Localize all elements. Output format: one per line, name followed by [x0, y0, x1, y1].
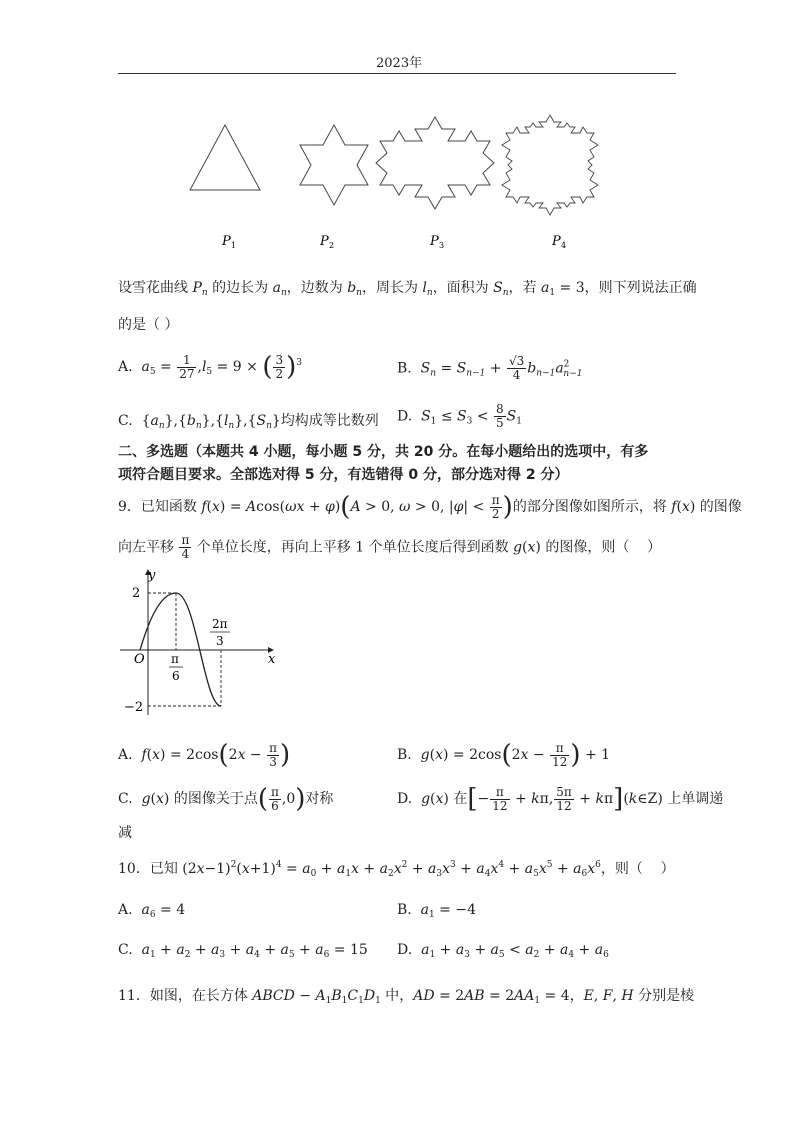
x-tick-2pi3-den: 3 [216, 634, 224, 648]
x-axis-label: x [268, 652, 276, 667]
q8-option-d: D. $S_1 \le S_3$ < $\frac{8}{5}$ $S_1$ [397, 402, 522, 430]
label-p1: P [222, 234, 231, 249]
svg-text:4: 4 [561, 241, 567, 250]
y-axis-label: y [148, 568, 156, 583]
q9-function-graph [118, 565, 288, 725]
section2-line2: 项符合题目要求。全部选对得 5 分，有选错得 0 分，部分选对得 2 分） [118, 467, 569, 483]
snowflake-p1-shape [190, 125, 260, 190]
origin-label: O [134, 652, 145, 667]
snowflake-p4-shape [502, 115, 598, 215]
q9-option-d-cont: 减 [118, 825, 132, 841]
snowflake-p3-shape [376, 117, 494, 209]
snowflake-figures [180, 105, 620, 255]
q11-stem: 11．如图，在长方体 ABCD − $A_1B_1C_1D_1$ 中，AD = $2AB = 2AA_1 = 4$，E, F, H 分别是棱 [118, 988, 695, 1006]
svg-text:3: 3 [439, 241, 445, 250]
q10-option-a: A. $a_6 = 4$ [118, 902, 186, 920]
snowflake-p2-shape [300, 125, 368, 205]
question-intro-line1: 设雪花曲线 $P_n$ 的边长为 $a_n$，边数为 $b_n$，周长为 $l_n$，面积为 $S_n$，若 $a_1 = 3$，则下列说法正确 [118, 280, 697, 298]
q8-option-a: A. $a_5$ = $\frac{1}{27}$ $,l_5 = 9$ × ( $\frac{3}{2}$ )$^3$ [118, 352, 303, 382]
q8-option-c: C. $\{a_n\},\{b_n\},\{l_n\},\{S_n\}$均构成等比数列 [118, 413, 379, 431]
q9-option-c: C. g(x) 的图像关于点( $\frac{\pi}{6}$ ,0)对称 [118, 784, 334, 814]
x-tick-pi6-num: π [171, 652, 179, 666]
q9-option-a: A. f(x) = 2cos(2x − $\frac{\pi}{3}$ ) [118, 740, 291, 770]
question-intro-line2: 的是（ ） [118, 317, 179, 333]
q10-option-c: C. $a_1 + a_2 + a_3 + a_4 + a_5 + a_6 = 15$ [118, 942, 368, 960]
q10-stem: 10．已知 $(2x-1)^2(x+1)^4 = a_0 + a_1x + a_2x^2 + a_3x^3 + a_4x^4 + a_5x^5 + a_6x^6$，则（ ） [118, 860, 675, 879]
svg-text:2: 2 [329, 241, 335, 250]
x-tick-pi6-den: 6 [172, 669, 180, 683]
label-p3: P [430, 234, 439, 249]
label-p4: P [552, 234, 561, 249]
q8-option-b: B. $S_n = S_{n-1}$ + $\frac{√3}{4}$ $b_{n-1}a^2_{n-1}$ [397, 354, 583, 382]
y-tick-2: 2 [132, 586, 141, 601]
q10-option-d: D. $a_1 + a_3 + a_5 < a_2 + a_4 + a_6$ [397, 942, 609, 960]
x-tick-2pi3-num: 2π [212, 617, 228, 631]
q9-option-b: B. g(x) = 2cos(2x − $\frac{\pi}{12}$ ) + 1 [397, 740, 611, 770]
svg-text:1: 1 [231, 241, 237, 250]
q9-option-d: D. g(x) 在[− $\frac{\pi}{12}$ + kπ, $\frac{5\pi}{12}$ + kπ](k∈Z) 上单调递 [397, 784, 724, 814]
header-year: 2023年 [376, 56, 423, 71]
q9-line1: 9．已知函数 f(x) = Acos(ωx + φ)(A > 0, ω > 0, |φ| < $\frac{\pi}{2}$ )的部分图像如图所示，将 f(x) 的图像 [118, 492, 742, 522]
header-rule [118, 73, 676, 74]
y-tick-neg2: −2 [124, 700, 144, 715]
q10-option-b: B. $a_1 = -4$ [397, 902, 477, 920]
q9-line2: 向左平移 $\frac{\pi}{4}$ 个单位长度，再向上平移 1 个单位长度后得到函数 g(x) 的图像，则（ ） [118, 533, 662, 561]
label-p2: P [320, 234, 329, 249]
section2-line1: 二、多选题（本题共 4 小题，每小题 5 分，共 20 分。在每小题给出的选项中，有多 [118, 444, 649, 460]
